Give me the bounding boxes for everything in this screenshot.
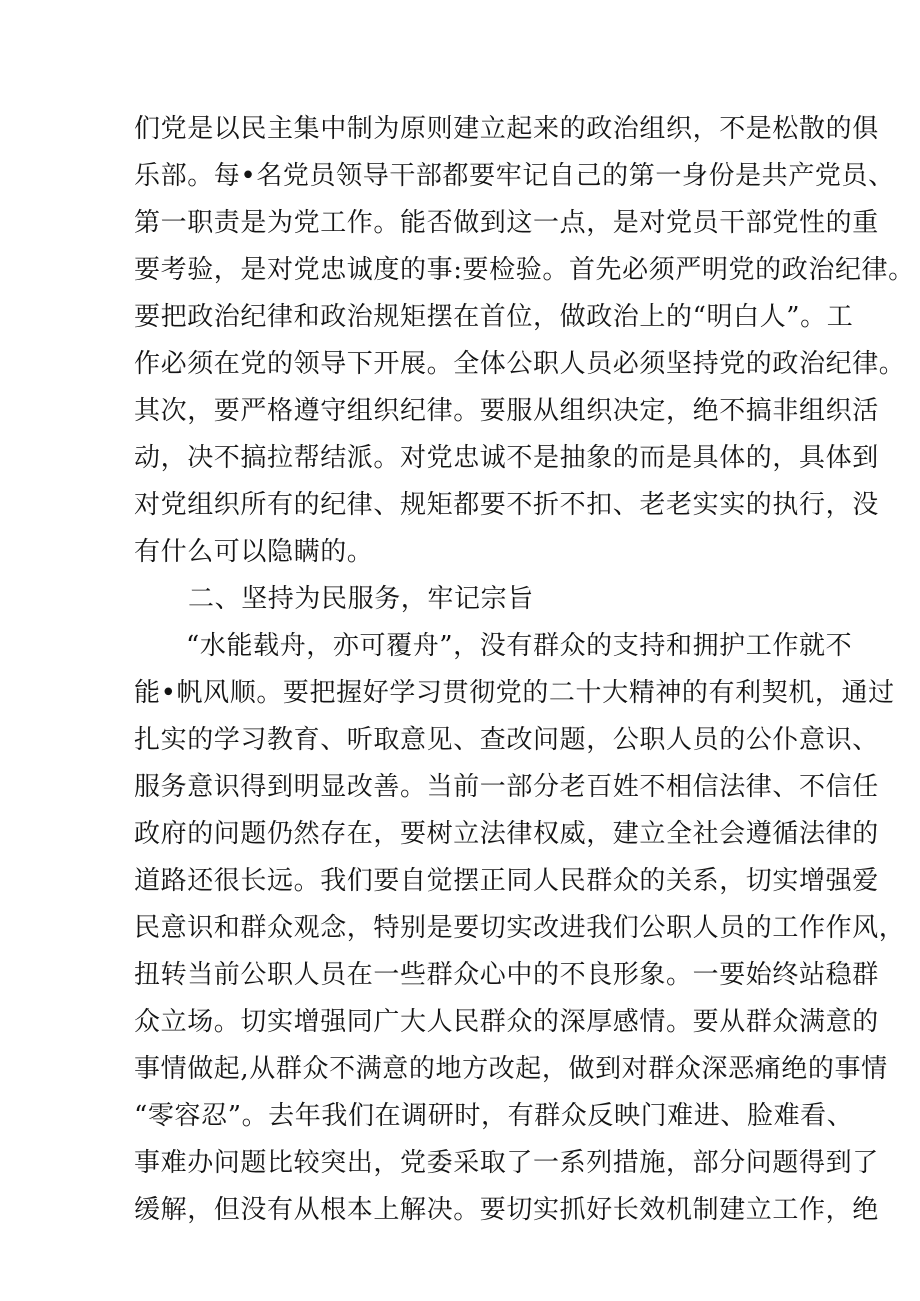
text-line: 政府的问题仍然存在，要树立法律权威，建立全社会遵循法律的 [134, 819, 879, 849]
text-line: 缓解，但没有从根本上解决。要切实抓好长效机制建立工作，绝 [134, 1195, 879, 1225]
text-line: 对党组织所有的纪律、规矩都要不折不扣、老老实实的执行，没 [134, 490, 879, 520]
text-line: 作必须在党的领导下开展。全体公职人员必须坚持党的政治纪律。 [134, 349, 906, 379]
text-line: 有什么可以隐瞒的。 [134, 537, 374, 567]
text-line: 扎实的学习教育、听取意见、查改问题，公职人员的公仆意识、 [134, 725, 879, 755]
paragraph-serve-people [134, 623, 906, 1234]
text-line: 们党是以民主集中制为原则建立起来的政治组织，不是松散的俱 [134, 114, 879, 144]
text-line: 动，决不搞拉帮结派。对党忠诚不是抽象的而是具体的，具体到 [134, 443, 879, 473]
text-line: 第一职责是为党工作。能否做到这一点，是对党员干部党性的重 [134, 208, 879, 238]
text-line: 事难办问题比较突出，党委采取了一系列措施，部分问题得到了 [134, 1148, 879, 1178]
text-line: 道路还很长远。我们要自觉摆正同人民群众的关系，切实增强爱 [134, 866, 879, 896]
text-line: 事情做起,从群众不满意的地方改起，做到对群众深恶痛绝的事情 [134, 1054, 888, 1084]
text-line: 众立场。切实增强同广大人民群众的深厚感情。要从群众满意的 [134, 1007, 879, 1037]
text-line: 服务意识得到明显改善。当前一部分老百姓不相信法律、不信任 [134, 772, 879, 802]
section-heading: 二、坚持为民服务，牢记宗旨 [188, 584, 534, 614]
text-line: 其次，要严格遵守组织纪律。要服从组织决定，绝不搞非组织活 [134, 396, 879, 426]
text-line: 乐部。每•名党员领导干部都要牢记自己的第一身份是共产党员、 [134, 161, 895, 191]
document-body [134, 106, 915, 1234]
text-line: 要把政治纪律和政治规矩摆在首位，做政治上的“明白人”。工 [134, 302, 854, 332]
text-line: “零容忍”。去年我们在调研时，有群众反映门难进、脸难看、 [134, 1101, 854, 1131]
text-line: 要考验，是对党忠诚度的事:要检验。首先必须严明党的政治纪律。 [134, 255, 915, 285]
paragraph-party-discipline [134, 106, 915, 576]
text-line: 扭转当前公职人员在一些群众心中的不良形象。一要始终站稳群 [134, 960, 879, 990]
text-line: “水能载舟，亦可覆舟”，没有群众的支持和拥护工作就不 [186, 631, 853, 661]
text-line: 民意识和群众观念，特别是要切实改进我们公职人员的工作作风， [134, 913, 906, 943]
text-line: 能•帆风顺。要把握好学习贯彻党的二十大精神的有利契机，通过 [134, 678, 895, 708]
